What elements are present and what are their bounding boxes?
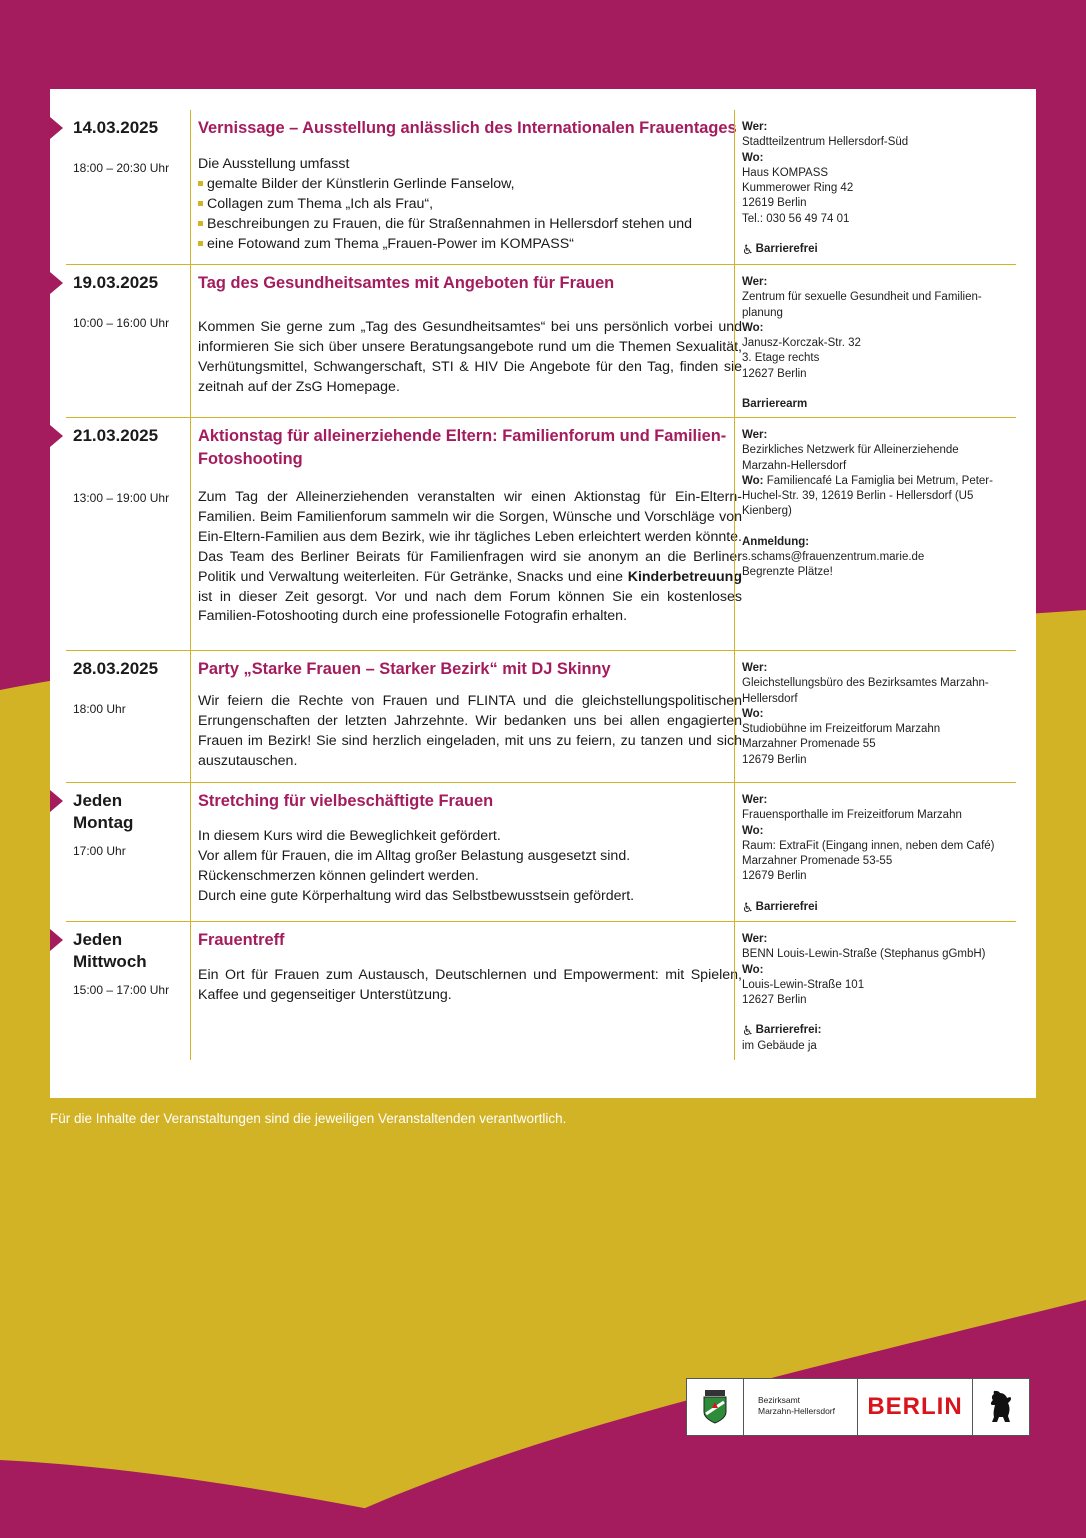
triangle-marker-icon bbox=[50, 117, 63, 139]
event-date: Jeden Montag bbox=[73, 791, 134, 832]
wer-value: BENN Louis-Lewin-Straße (Stephanus gGmbH) bbox=[742, 948, 986, 961]
wheelchair-icon: ♿ bbox=[742, 1023, 754, 1039]
accessibility-detail: im Gebäude ja bbox=[742, 1039, 817, 1052]
wer-label: Wer: bbox=[742, 121, 768, 133]
event-details-cell bbox=[190, 418, 742, 650]
event-date: 19.03.2025 bbox=[73, 273, 159, 292]
event-title: Aktionstag für alleinerziehende Eltern: Familienforum und Familien-Fotoshooting bbox=[198, 427, 727, 468]
event-date-cell bbox=[73, 651, 191, 716]
event-time: 18:00 – 20:30 Uhr bbox=[73, 161, 170, 175]
event-details-cell bbox=[190, 922, 742, 1060]
wo-label: Wo: bbox=[742, 963, 764, 976]
event-title: Vernissage – Ausstellung anlässlich des Internationalen Frauentages bbox=[198, 119, 737, 137]
registration-email: s.schams@frauenzentrum.marie.de bbox=[742, 551, 925, 564]
event-details-cell bbox=[190, 110, 742, 264]
wer-label: Wer: bbox=[742, 429, 768, 441]
event-description: Ein Ort für Frauen zum Austausch, Deutschlernen und Empowerment: mit Spielen, Kaffee und gegenseitiger Unterstützung. bbox=[198, 967, 742, 1003]
triangle-marker-icon bbox=[50, 425, 63, 447]
footnote: Für die Inhalte der Veranstaltungen sind die jeweiligen Veranstaltenden verantwortlich. bbox=[50, 1111, 567, 1126]
event-details-cell bbox=[190, 651, 742, 782]
wer-value: Frauensporthalle im Freizeitforum Marzahn bbox=[742, 809, 962, 822]
event-info-cell: Wer: Zentrum für sexuelle Gesundheit und Familien- planung Wo: Janusz-Korczak-Str. 32 3. Etage rechts 12627 Berlin Barrierearm bbox=[734, 265, 1017, 417]
wer-label: Wer: bbox=[742, 794, 768, 806]
wer-label: Wer: bbox=[742, 276, 768, 288]
bullet-item: eine Fotowand zum Thema „Frauen-Power im KOMPASS“ bbox=[198, 235, 742, 255]
event-row bbox=[66, 418, 1016, 651]
phone: Tel.: 030 56 49 74 01 bbox=[742, 212, 850, 225]
event-title: Party „Starke Frauen – Starker Bezirk“ mit DJ Skinny bbox=[198, 660, 611, 678]
triangle-marker-icon bbox=[50, 272, 63, 294]
event-title: Tag des Gesundheitsamtes mit Angeboten für Frauen bbox=[198, 274, 615, 292]
triangle-marker-icon bbox=[50, 929, 63, 951]
accessibility-note: ♿ Barrierefrei: bbox=[742, 1023, 822, 1039]
registration-label: Anmeldung: bbox=[742, 535, 810, 548]
event-date-cell bbox=[73, 922, 191, 997]
wo-value: Wo: Familiencafé La Famiglia bei Metrum, Peter-Huchel-Str. 39, 12619 Berlin - Hellersdorf (U5 Kienberg) bbox=[742, 474, 993, 518]
event-row bbox=[66, 110, 1016, 265]
event-date-cell bbox=[73, 110, 191, 175]
accessibility-note: ♿ Barrierefrei bbox=[742, 899, 818, 915]
event-info-cell: Wer: BENN Louis-Lewin-Straße (Stephanus gGmbH) Wo: Louis-Lewin-Straße 101 12627 Berlin ♿ Barrierefrei: im Gebäude ja bbox=[734, 922, 1017, 1060]
wheelchair-icon: ♿ bbox=[742, 242, 754, 258]
event-row bbox=[66, 265, 1016, 418]
event-info-cell: Wer: Frauensporthalle im Freizeitforum Marzahn Wo: Raum: ExtraFit (Eingang innen, neben dem Café) Marzahner Promenade 53-55 12679 Berlin ♿ Barrierefrei bbox=[734, 783, 1017, 921]
event-time: 15:00 – 17:00 Uhr bbox=[73, 983, 170, 997]
district-crest-icon bbox=[687, 1379, 744, 1435]
wheelchair-icon: ♿ bbox=[742, 899, 754, 915]
event-date-cell bbox=[73, 418, 191, 505]
event-description: Zum Tag der Alleinerziehenden veranstalten wir einen Aktionstag für Ein-Eltern-Familien. Beim Familienforum sammeln wir die Sorgen, Wünsche und Vorschläge von Ein-Eltern-Familien aus dem Bezirk, wie ihr tägliches Leben erleichtert werden könnte. Das Team des Berliner Beirats für Familienfragen wird sie anonym an die Berliner Politik und Verwaltung weiterleiten. Für Getränke, Snacks und eine Kinderbetreuung ist in dieser Zeit gesorgt. Vor und nach dem Forum können Sie ein kostenloses Familien-Fotoshooting durch eine professionelle Fotografin erhalten. bbox=[198, 489, 742, 625]
event-info-cell: Wer: Gleichstellungsbüro des Bezirksamtes Marzahn- Hellersdorf Wo: Studiobühne im Freizeitforum Marzahn Marzahner Promenade 55 12679 Berlin bbox=[734, 651, 1017, 782]
event-info-cell: Wer: Bezirkliches Netzwerk für Alleinerziehende Marzahn-Hellersdorf Wo: Familiencafé La Famiglia bei Metrum, Peter-Huchel-Str. 39, 12619 Berlin - Hellersdorf (U5 Kienberg) Anmeldung: s.schams@frauenzentrum.marie.de Begrenzte Plätze! bbox=[734, 418, 1017, 650]
event-date: 28.03.2025 bbox=[73, 659, 159, 678]
event-details-cell bbox=[190, 783, 742, 921]
event-row bbox=[66, 651, 1016, 783]
event-time: 17:00 Uhr bbox=[73, 844, 126, 858]
bullet-item: Collagen zum Thema „Ich als Frau“, bbox=[198, 195, 742, 215]
event-description: Die Ausstellung umfasst gemalte Bilder der Künstlerin Gerlinde Fanselow, Collagen zum Thema „Ich als Frau“, Beschreibungen zu Frauen, die für Straßennahmen in Hellersdorf stehen und eine Fotowand zum Thema „Frauen-Power im KOMPASS“ bbox=[198, 155, 742, 255]
event-date-cell bbox=[73, 783, 191, 858]
berlin-wordmark: BERLIN bbox=[858, 1379, 973, 1435]
event-description: Kommen Sie gerne zum „Tag des Gesundheitsamtes“ bei uns persönlich vorbei und informieren Sie sich über unsere Beratungsangebote rund um die Themen Sexualität, Verhütungsmittel, Schwangerschaft, STI & HIV Die Angebote für den Tag, finden sie zeitnah auf der ZsG Homepage. bbox=[198, 319, 742, 395]
event-description: In diesem Kurs wird die Beweglichkeit gefördert. Vor allem für Frauen, die im Alltag großer Belastung ausgesetzt sind. Rückenschmerzen können gelindert werden. Durch eine gute Körperhaltung wird das Selbstbewusstsein gefördert. bbox=[198, 828, 635, 904]
wer-value: Stadtteilzentrum Hellersdorf-Süd bbox=[742, 136, 909, 149]
event-time: 10:00 – 16:00 Uhr bbox=[73, 316, 170, 330]
logo-bar bbox=[686, 1378, 1030, 1436]
bullet-item: gemalte Bilder der Künstlerin Gerlinde Fanselow, bbox=[198, 175, 742, 195]
district-name: Bezirksamt Marzahn-Hellersdorf bbox=[744, 1379, 858, 1435]
wo-label: Wo: bbox=[742, 321, 764, 334]
event-title: Frauentreff bbox=[198, 931, 285, 949]
event-info-cell: Wer: Stadtteilzentrum Hellersdorf-Süd Wo: Haus KOMPASS Kummerower Ring 42 12619 Berlin Tel.: 030 56 49 74 01 ♿ Barrierefrei bbox=[734, 110, 1017, 264]
berlin-bear-icon bbox=[973, 1379, 1029, 1435]
event-row bbox=[66, 783, 1016, 922]
triangle-marker-icon bbox=[50, 790, 63, 812]
bullet-item: Beschreibungen zu Frauen, die für Straßennahmen in Hellersdorf stehen und bbox=[198, 215, 742, 235]
wo-label: Wo: bbox=[742, 824, 764, 837]
event-description: Wir feiern die Rechte von Frauen und FLINTA und die gleichstellungspolitischen Errungenschaften der letzten Jahrzehnte. Wir bedanken uns bei allen engagierten Frauen im Bezirk! Sie sind herzlich eingeladen, mit uns zu feiern, zu tanzen und sich auszutauschen. bbox=[198, 693, 742, 769]
event-date: 14.03.2025 bbox=[73, 118, 159, 137]
event-time: 18:00 Uhr bbox=[73, 702, 126, 716]
event-title: Stretching für vielbeschäftigte Frauen bbox=[198, 792, 494, 810]
event-details-cell bbox=[190, 265, 742, 417]
accessibility-note: ♿ Barrierefrei bbox=[742, 242, 818, 258]
wer-label: Wer: bbox=[742, 933, 768, 945]
wer-label: Wer: bbox=[742, 662, 768, 674]
event-date: 21.03.2025 bbox=[73, 426, 159, 445]
event-date: Jeden Mittwoch bbox=[73, 930, 147, 971]
accessibility-note: Barrierearm bbox=[742, 398, 808, 411]
event-time: 13:00 – 19:00 Uhr bbox=[73, 491, 170, 505]
events-card bbox=[50, 89, 1036, 1098]
event-row bbox=[66, 922, 1016, 1060]
event-date-cell bbox=[73, 265, 191, 330]
wo-label: Wo: bbox=[742, 707, 764, 720]
wo-label: Wo: bbox=[742, 151, 764, 164]
